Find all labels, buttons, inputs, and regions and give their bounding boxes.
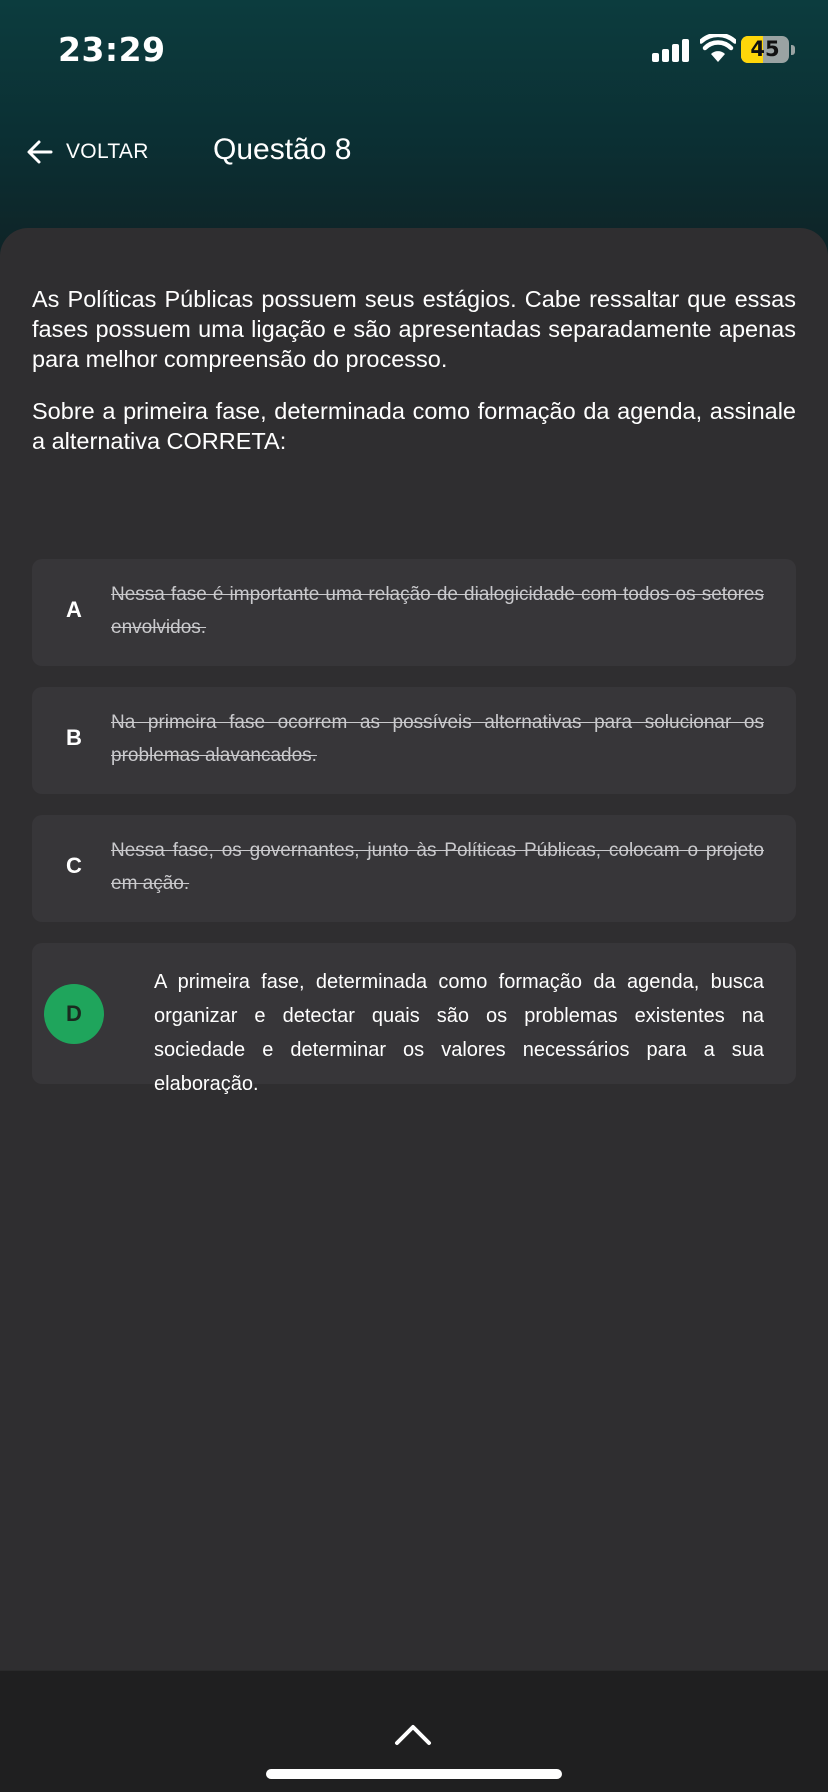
selected-answer-badge: D (44, 984, 104, 1044)
question-paragraph: As Políticas Públicas possuem seus estágios. Cabe ressaltar que essas fases possuem uma ligação e são apresentadas separadamente apenas para melhor compreensão do processo. (32, 286, 796, 372)
battery-icon (741, 36, 789, 63)
wifi-icon (700, 34, 736, 64)
status-bar (0, 0, 828, 100)
option-text: A primeira fase, determinada como formação da agenda, busca organizar e detectar quais são os problemas existentes na sociedade e determinar os valores necessários para a sua elaboração. (154, 971, 764, 1095)
option-letter: B (66, 725, 82, 750)
signal-icon (652, 38, 692, 62)
option-text: Na primeira fase ocorrem as possíveis alternativas para solucionar os problemas alavancados. (111, 712, 764, 766)
option-b[interactable] (32, 687, 796, 794)
option-text: Nessa fase é importante uma relação de dialogicidade com todos os setores envolvidos. (111, 584, 764, 638)
page-title: Questão 8 (213, 133, 352, 166)
option-a[interactable] (32, 559, 796, 666)
question-card (0, 228, 828, 1670)
option-text: Nessa fase, os governantes, junto às Políticas Públicas, colocam o projeto em ação. (111, 840, 764, 894)
option-c[interactable] (32, 815, 796, 922)
chevron-up-icon[interactable] (393, 1721, 433, 1747)
arrow-left-icon (26, 138, 54, 166)
battery-level: 45 (750, 37, 780, 61)
home-indicator[interactable] (266, 1769, 562, 1779)
option-letter: A (66, 597, 82, 622)
option-letter: C (66, 853, 82, 878)
status-time: 23:29 (58, 30, 166, 69)
question-statement (32, 284, 796, 478)
option-d-selected[interactable] (32, 943, 796, 1095)
question-prompt: Sobre a primeira fase, determinada como formação da agenda, assinale a alternativa CORRETA: (32, 398, 796, 454)
header (0, 0, 828, 260)
battery-tip (791, 45, 795, 55)
bottom-bar (0, 1670, 828, 1792)
back-button[interactable] (26, 134, 149, 170)
back-label: VOLTAR (66, 140, 149, 163)
